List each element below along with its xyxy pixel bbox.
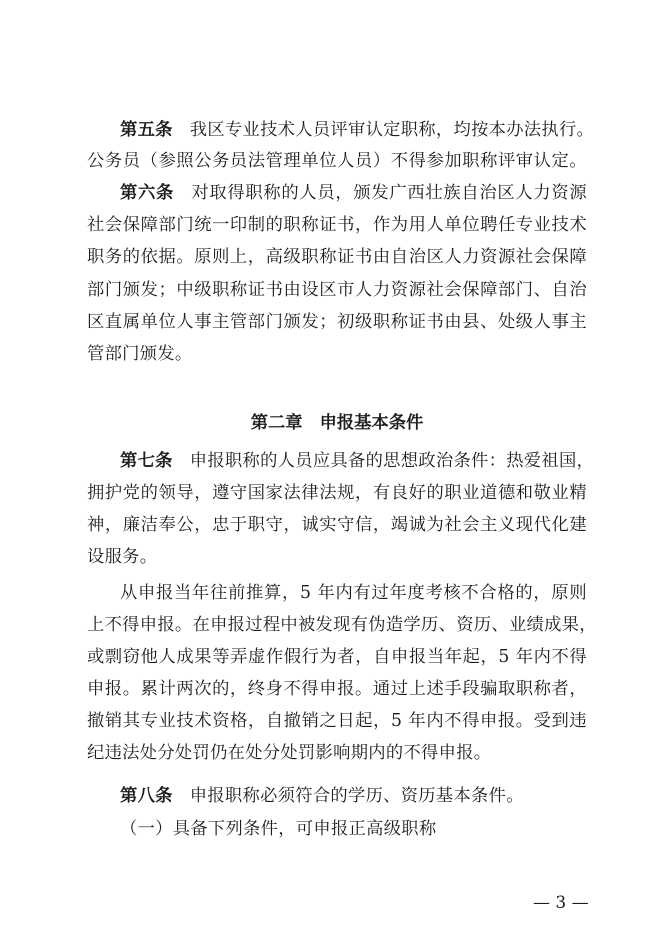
article-6-label: 第六条 bbox=[120, 183, 174, 203]
article-7b-line-1: 从申报当年往前推算，5 年内有过年度考核不合格的，原则 bbox=[120, 583, 587, 603]
article-5-label: 第五条 bbox=[120, 120, 173, 140]
article-6-line-3: 职务的依据。原则上，高级职称证书由自治区人力资源社会保障 bbox=[87, 247, 587, 267]
article-5-line-2: 公务员（参照公务员法管理单位人员）不得参加职称评审认定。 bbox=[87, 151, 587, 171]
article-6-line-5: 区直属单位人事主管部门颁发；初级职称证书由县、处级人事主 bbox=[87, 312, 587, 332]
article-8-label: 第八条 bbox=[120, 786, 173, 806]
article-5-line-1 bbox=[120, 119, 595, 141]
article-7-line-1 bbox=[120, 450, 595, 472]
article-7b-line-2: 上不得申报。在申报过程中被发现有伪造学历、资历、业绩成果， bbox=[87, 615, 597, 635]
chapter-number: 第二章 bbox=[250, 413, 303, 433]
article-7-line-4: 设服务。 bbox=[87, 547, 158, 567]
article-5-text: 我区专业技术人员评审认定职称，均按本办法执行。 bbox=[189, 120, 595, 140]
chapter-title: 申报基本条件 bbox=[319, 413, 424, 433]
article-8-line-1 bbox=[120, 785, 587, 807]
article-7b-line-4: 申报。累计两次的，终身不得申报。通过上述手段骗取职称者， bbox=[87, 679, 587, 699]
chapter-heading bbox=[87, 412, 587, 434]
article-7b-line-6: 纪违法处分处罚仍在处分处罚影响期内的不得申报。 bbox=[87, 743, 492, 763]
article-6-line-1 bbox=[120, 182, 587, 204]
article-7b-line-3: 或剽窃他人成果等弄虚作假行为者，自申报当年起，5 年内不得 bbox=[87, 647, 587, 667]
item-1-line: （一）具备下列条件，可申报正高级职称 bbox=[120, 819, 437, 839]
page-number: — 3 — bbox=[533, 893, 589, 913]
article-6-line-6: 管部门颁发。 bbox=[87, 344, 193, 364]
article-6-line-4: 部门颁发；中级职称证书由设区市人力资源社会保障部门、自治 bbox=[87, 280, 587, 300]
article-6-line-2: 社会保障部门统一印制的职称证书，作为用人单位聘任专业技术 bbox=[87, 215, 587, 235]
article-6-text: 对取得职称的人员，颁发广西壮族自治区人力资源 bbox=[191, 183, 587, 203]
article-7-label: 第七条 bbox=[120, 451, 173, 471]
article-7b-line-5: 撤销其专业技术资格，自撤销之日起，5 年内不得申报。受到违 bbox=[87, 711, 587, 731]
article-7-line-2: 拥护党的领导，遵守国家法律法规，有良好的职业道德和敬业精 bbox=[87, 483, 587, 503]
article-8-text: 申报职称必须符合的学历、资历基本条件。 bbox=[189, 786, 524, 806]
article-7-line-3: 神，廉洁奉公，忠于职守，诚实守信，竭诚为社会主义现代化建 bbox=[87, 515, 587, 535]
article-7-text: 申报职称的人员应具备的思想政治条件：热爱祖国， bbox=[189, 451, 595, 471]
